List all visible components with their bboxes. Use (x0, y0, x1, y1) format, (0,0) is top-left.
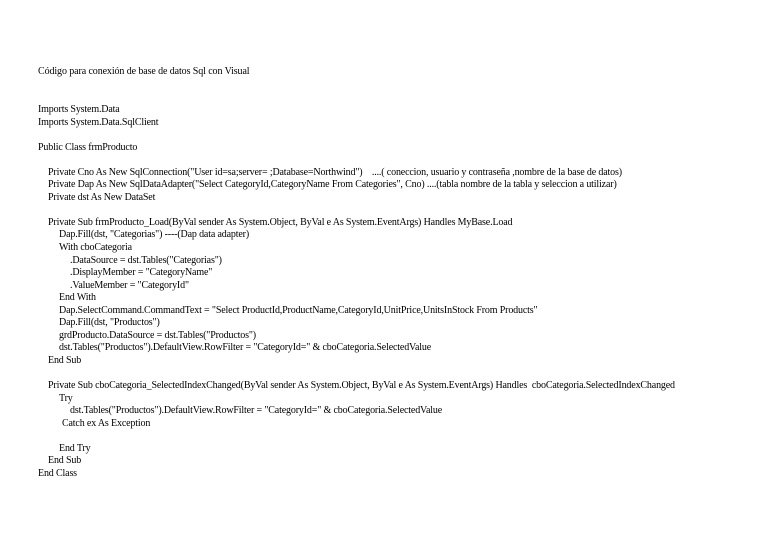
code-line: Private dst As New DataSet (48, 191, 156, 203)
code-line: Private Cno As New SqlConnection("User id=sa;server= ;Database=Northwind") ....( coneccion, usuario y contraseña ,nombre de la base de datos) (48, 166, 622, 178)
code-line: .DisplayMember = "CategoryName" (70, 267, 213, 279)
code-line: End Sub (48, 354, 82, 366)
code-line: Private Dap As New SqlDataAdapter("Select CategoryId,CategoryName From Categories", Cno) ....(tabla nombre de la tabla y seleccion a utilizar) (48, 179, 617, 191)
code-line: grdProducto.DataSource = dst.Tables("Productos") (59, 329, 256, 341)
code-listing (38, 104, 760, 480)
blank-line (38, 430, 760, 443)
code-line: Catch ex As Exception (62, 417, 151, 429)
code-line: Try (59, 392, 73, 404)
code-line: End Class (38, 467, 77, 479)
blank-line (38, 367, 760, 380)
code-line: .ValueMember = "CategoryId" (70, 279, 189, 291)
code-line: .DataSource = dst.Tables("Categorias") (70, 254, 222, 266)
code-line: End Sub (48, 455, 82, 467)
code-line: Dap.Fill(dst, "Categorias") ----(Dap data adapter) (59, 229, 250, 241)
code-line: End Try (59, 442, 91, 454)
code-line: Dap.Fill(dst, "Productos") (59, 317, 160, 329)
code-line: Public Class frmProducto (38, 141, 138, 153)
code-line: End With (59, 292, 96, 304)
code-line: Private Sub frmProducto_Load(ByVal sender As System.Object, ByVal e As System.EventArgs) Handles MyBase.Load (48, 216, 513, 228)
code-line: dst.Tables("Productos").DefaultView.RowFilter = "CategoryId=" & cboCategoria.SelectedValue (59, 342, 432, 354)
code-line: Imports System.Data.SqlClient (38, 116, 159, 128)
code-line: dst.Tables("Productos").DefaultView.RowFilter = "CategoryId=" & cboCategoria.SelectedValue (70, 405, 443, 417)
blank-line (38, 204, 760, 217)
code-line: Imports System.Data (38, 104, 120, 115)
blank-line (38, 129, 760, 142)
code-line: With cboCategoria (59, 242, 132, 254)
code-line: Dap.SelectCommand.CommandText = "Select ProductId,ProductName,CategoryId,UnitPrice,UnitsInStock From Products" (59, 304, 538, 316)
code-line: Private Sub cboCategoria_SelectedIndexChanged(ByVal sender As System.Object, ByVal e As System.EventArgs) Handles cboCategoria.SelectedIndexChanged (48, 380, 675, 392)
blank-line (38, 154, 760, 167)
document-title: Código para conexión de base de datos Sql con Visual (38, 66, 250, 77)
